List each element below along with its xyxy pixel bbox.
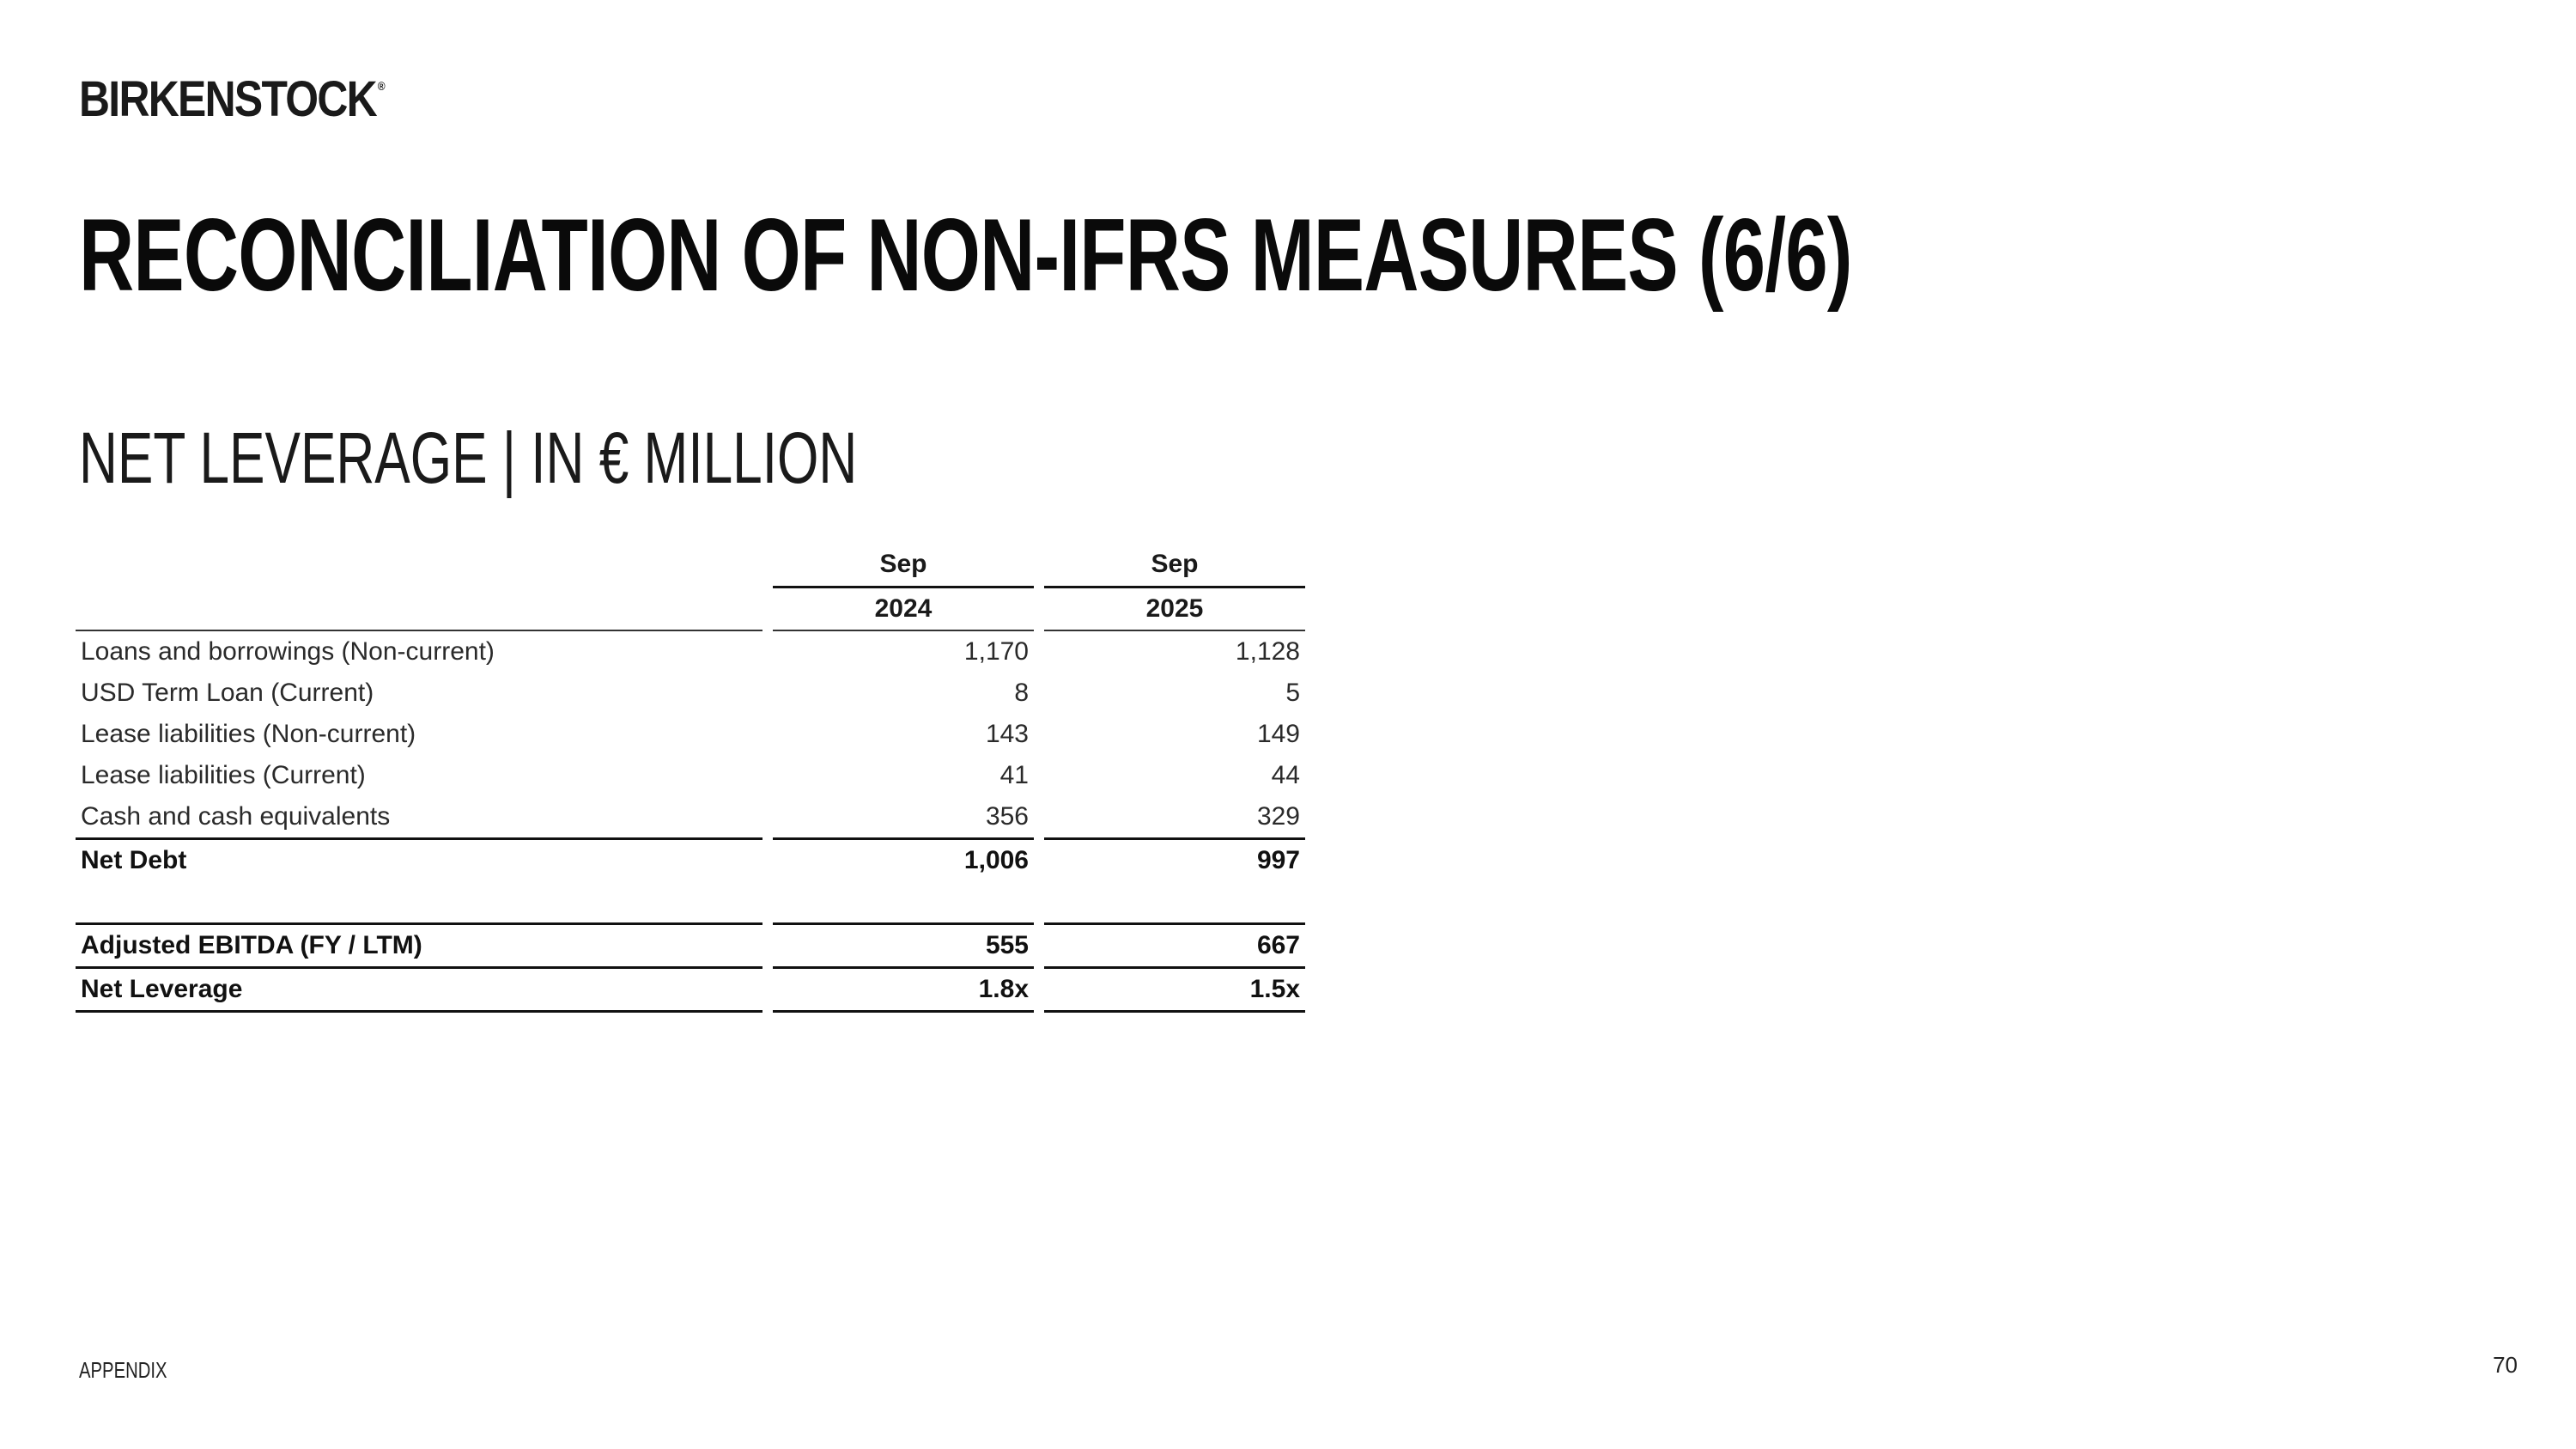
row-label: Lease liabilities (Current) bbox=[81, 761, 366, 789]
table-row bbox=[76, 631, 1305, 673]
net-leverage-table bbox=[76, 543, 1305, 1013]
row-value-2025: 667 bbox=[1044, 922, 1305, 969]
row-value-2024: 1,170 bbox=[963, 637, 1029, 666]
header-year-2024: 2024 bbox=[773, 588, 1034, 631]
row-value-2025: 44 bbox=[1271, 761, 1300, 789]
row-label: Adjusted EBITDA (FY / LTM) bbox=[76, 922, 762, 969]
header-label-blank bbox=[76, 588, 762, 631]
adjusted-ebitda-row bbox=[76, 922, 1305, 969]
header-month-2025: Sep bbox=[1044, 543, 1305, 588]
spacer-row bbox=[76, 881, 1305, 922]
footer-section-label: APPENDIX bbox=[79, 1357, 167, 1383]
row-value-2024: 555 bbox=[773, 922, 1034, 969]
section-title: NET LEVERAGE | IN € MILLION bbox=[79, 417, 858, 498]
table-row bbox=[76, 673, 1305, 714]
row-value-2024: 1,006 bbox=[773, 837, 1034, 881]
row-label: USD Term Loan (Current) bbox=[81, 679, 374, 707]
registered-mark: ® bbox=[377, 79, 384, 93]
row-value-2025: 149 bbox=[1256, 720, 1300, 748]
row-label: Lease liabilities (Non-current) bbox=[81, 720, 416, 748]
row-label: Net Debt bbox=[76, 837, 762, 881]
row-value-2025: 5 bbox=[1285, 679, 1300, 707]
row-value-2025: 997 bbox=[1044, 837, 1305, 881]
table-row bbox=[76, 714, 1305, 755]
page-title: RECONCILIATION OF NON-IFRS MEASURES (6/6) bbox=[79, 198, 1852, 313]
row-value-2024: 41 bbox=[999, 761, 1029, 789]
row-label: Net Leverage bbox=[76, 969, 762, 1013]
row-label: Loans and borrowings (Non-current) bbox=[81, 637, 495, 666]
net-debt-row bbox=[76, 837, 1305, 881]
header-month-2024: Sep bbox=[773, 543, 1034, 588]
row-value-2024: 8 bbox=[1014, 679, 1029, 707]
row-value-2025: 1.5x bbox=[1044, 969, 1305, 1013]
table-row bbox=[76, 796, 1305, 837]
table-header-year-row bbox=[76, 588, 1305, 631]
page-number: 70 bbox=[2493, 1352, 2518, 1378]
table-row bbox=[76, 755, 1305, 796]
row-value-2024: 356 bbox=[985, 802, 1029, 831]
net-leverage-row bbox=[76, 969, 1305, 1013]
row-value-2025: 1,128 bbox=[1235, 637, 1300, 666]
row-label: Cash and cash equivalents bbox=[81, 802, 391, 831]
row-value-2024: 1.8x bbox=[773, 969, 1034, 1013]
header-label-blank bbox=[76, 543, 762, 588]
row-value-2025: 329 bbox=[1256, 802, 1300, 831]
header-year-2025: 2025 bbox=[1044, 588, 1305, 631]
table-header-month-row bbox=[76, 543, 1305, 588]
birkenstock-logo bbox=[79, 60, 384, 125]
row-value-2024: 143 bbox=[985, 720, 1029, 748]
logo-text: BIRKENSTOCK bbox=[79, 71, 376, 127]
